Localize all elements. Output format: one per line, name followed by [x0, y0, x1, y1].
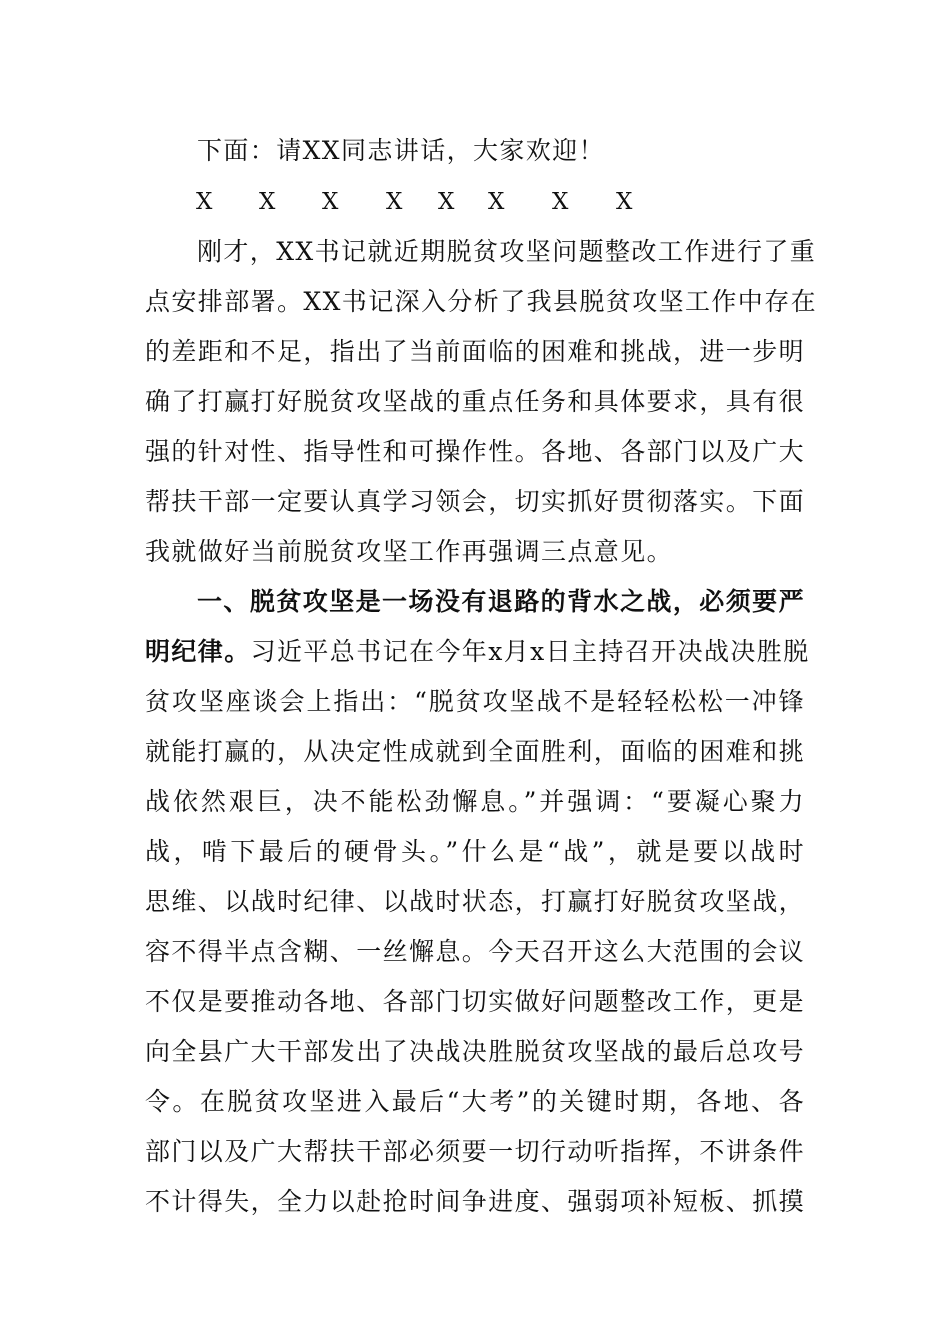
paragraph-line: 部门以及广大帮扶干部必须要一切行动听指挥，不讲条件	[145, 1137, 806, 1166]
paragraph-text: 习近平总书记在今年x月x日主持召开决战决胜脱	[250, 637, 810, 666]
x-mark: X	[488, 189, 505, 215]
intro-line: 下面：请XX同志讲话，大家欢迎！	[197, 136, 605, 165]
x-mark: X	[438, 189, 455, 215]
paragraph-line: 不计得失，全力以赴抢时间争进度、强弱项补短板、抓摸	[145, 1187, 806, 1216]
paragraph-line: 就能打赢的，从决定性成就到全面胜利，面临的困难和挑	[145, 737, 806, 766]
paragraph-line: 的差距和不足，指出了当前面临的困难和挑战，进一步明	[145, 337, 806, 366]
paragraph-line: 不仅是要推动各地、各部门切实做好问题整改工作，更是	[145, 987, 806, 1016]
paragraph-line: 贫攻坚座谈会上指出：“脱贫攻坚战不是轻轻松松一冲锋	[145, 687, 805, 716]
paragraph-line: 刚才，XX书记就近期脱贫攻坚问题整改工作进行了重	[197, 237, 817, 266]
x-mark: X	[552, 189, 569, 215]
paragraph-line: 思维、以战时纪律、以战时状态，打赢打好脱贫攻坚战，	[145, 887, 806, 916]
x-mark: X	[196, 189, 213, 215]
x-mark: X	[259, 189, 276, 215]
paragraph-line: 帮扶干部一定要认真学习领会，切实抓好贯彻落实。下面	[145, 487, 806, 516]
section-heading: 一、脱贫攻坚是一场没有退路的背水之战，必须要严	[197, 587, 805, 616]
paragraph-line: 战依然艰巨，决不能松劲懈息。”并强调：“要凝心聚力	[145, 787, 805, 816]
separator-x-marks	[0, 178, 950, 226]
paragraph-line: 我就做好当前脱贫攻坚工作再强调三点意见。	[145, 537, 674, 566]
paragraph-line: 强的针对性、指导性和可操作性。各地、各部门以及广大	[145, 437, 806, 466]
section-heading-end: 明纪律。	[145, 637, 251, 666]
paragraph-line: 令。在脱贫攻坚进入最后“大考”的关键时期，各地、各	[145, 1087, 805, 1116]
section-heading-continued	[145, 628, 810, 676]
paragraph-line: 点安排部署。XX书记深入分析了我县脱贫攻坚工作中存在	[145, 287, 817, 316]
x-mark: X	[616, 189, 633, 215]
x-mark: X	[322, 189, 339, 215]
x-mark: X	[386, 189, 403, 215]
paragraph-line: 向全县广大干部发出了决战决胜脱贫攻坚战的最后总攻号	[145, 1037, 806, 1066]
paragraph-line: 确了打赢打好脱贫攻坚战的重点任务和具体要求，具有很	[145, 387, 806, 416]
paragraph-line: 战，啃下最后的硬骨头。”什么是“战”，就是要以战时	[145, 837, 805, 866]
paragraph-line: 容不得半点含糊、一丝懈息。今天召开这么大范围的会议	[145, 937, 806, 966]
